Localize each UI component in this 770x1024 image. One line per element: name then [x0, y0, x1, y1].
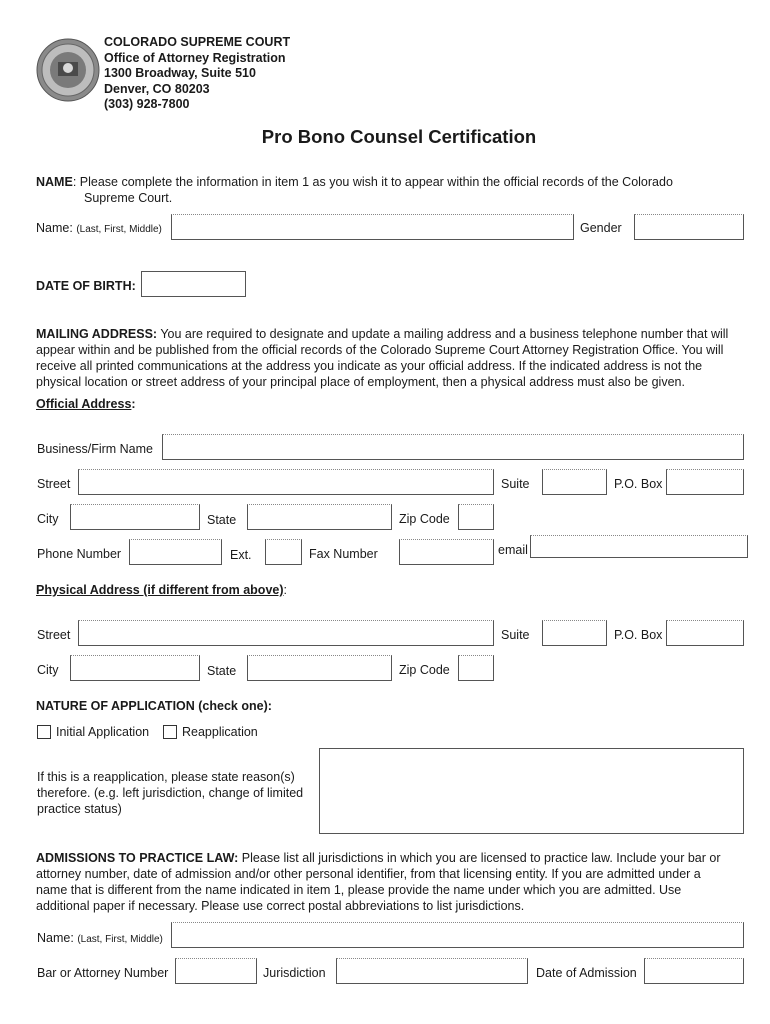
pobox-label: P.O. Box [614, 477, 663, 491]
physical-pobox-input[interactable] [666, 620, 744, 646]
reason-textarea[interactable] [319, 748, 744, 834]
mailing-line4: physical location or street address of your principal place of employment, then a physical address must also be given. [36, 375, 685, 389]
admission-date-label: Date of Admission [536, 966, 637, 980]
office-street: 1300 Broadway, Suite 510 [104, 66, 256, 80]
physical-suite-label: Suite [501, 628, 530, 642]
jurisdiction-input[interactable] [336, 958, 528, 984]
name-section-label: NAME [36, 175, 73, 189]
court-name: COLORADO SUPREME COURT [104, 35, 291, 49]
physical-zip-input[interactable] [458, 655, 494, 681]
state-input[interactable] [247, 504, 392, 530]
fax-label: Fax Number [309, 547, 378, 561]
name-input[interactable] [171, 214, 574, 240]
ext-input[interactable] [265, 539, 302, 565]
suite-input[interactable] [542, 469, 607, 495]
zip-label: Zip Code [399, 512, 450, 526]
official-address-heading: Official Address: [36, 397, 136, 411]
dob-label: DATE OF BIRTH: [36, 279, 136, 293]
admissions-line3: name that is different from the name indicated in item 1, please provide the name under which you are admitted. Use [36, 883, 682, 897]
mailing-instructions: MAILING ADDRESS: You are required to designate and update a mailing address and a business telephone number that will [36, 327, 729, 341]
admissions-instructions: ADMISSIONS TO PRACTICE LAW: Please list all jurisdictions in which you are licensed to practice law. Include your bar or [36, 851, 721, 865]
court-seal-icon [36, 38, 100, 102]
physical-city-input[interactable] [70, 655, 200, 681]
physical-state-input[interactable] [247, 655, 392, 681]
reapplication-label: Reapplication [182, 725, 258, 739]
physical-street-label: Street [37, 628, 71, 642]
admissions-line2: attorney number, date of admission and/or other personal identifier, from that licensing entity. If you are admitted under a [36, 867, 701, 881]
city-input[interactable] [70, 504, 200, 530]
mailing-label: MAILING ADDRESS: [36, 327, 158, 341]
city-label: City [37, 512, 59, 526]
jurisdiction-label: Jurisdiction [263, 966, 326, 980]
bar-number-label: Bar or Attorney Number [37, 966, 169, 980]
reapplication-checkbox[interactable] [163, 725, 177, 739]
bar-number-input[interactable] [175, 958, 257, 984]
ext-label: Ext. [230, 548, 252, 562]
street-label: Street [37, 477, 71, 491]
physical-street-input[interactable] [78, 620, 494, 646]
phone-label: Phone Number [37, 547, 122, 561]
admission-name-input[interactable] [171, 922, 744, 948]
email-input[interactable] [530, 535, 748, 558]
admission-name-label: Name: (Last, First, Middle) [37, 931, 163, 945]
physical-suite-input[interactable] [542, 620, 607, 646]
dob-input[interactable] [141, 271, 246, 297]
physical-address-heading: Physical Address (if different from above): [36, 583, 287, 597]
zip-input[interactable] [458, 504, 494, 530]
office-city: Denver, CO 80203 [104, 81, 210, 96]
fax-input[interactable] [399, 539, 494, 565]
name-label: Name: (Last, First, Middle) [36, 221, 162, 235]
state-label: State [207, 513, 237, 527]
firm-label: Business/Firm Name [37, 442, 153, 456]
pobox-input[interactable] [666, 469, 744, 495]
gender-label: Gender [580, 221, 622, 235]
nature-heading: NATURE OF APPLICATION (check one): [36, 699, 272, 713]
firm-input[interactable] [162, 434, 744, 460]
physical-state-label: State [207, 664, 237, 678]
mailing-line2: appear within and be published from the official records of the Colorado Supreme Court Attorney Registration Office. You will [36, 343, 724, 357]
admissions-line4: additional paper if necessary. Please use correct postal abbreviations to list jurisdictions. [36, 899, 525, 913]
phone-input[interactable] [129, 539, 222, 565]
reason-instructions: If this is a reapplication, please state reason(s) therefore. (e.g. left jurisdiction, change of limited practice status) [37, 770, 304, 816]
email-label: email [498, 543, 528, 557]
gender-input[interactable] [634, 214, 744, 240]
physical-pobox-label: P.O. Box [614, 628, 663, 642]
physical-city-label: City [37, 663, 59, 677]
suite-label: Suite [501, 477, 530, 491]
admission-date-input[interactable] [644, 958, 744, 984]
mailing-line3: receive all printed communications at the address you indicate as your official address. If the indicated address is not the [36, 359, 703, 373]
name-instructions: NAME: Please complete the information in item 1 as you wish it to appear within the official records of the Colorado [36, 175, 673, 189]
initial-application-checkbox[interactable] [37, 725, 51, 739]
court-header [104, 35, 290, 113]
physical-zip-label: Zip Code [399, 663, 450, 677]
admissions-label: ADMISSIONS TO PRACTICE LAW: [36, 851, 239, 865]
office-name: Office of Attorney Registration [104, 50, 286, 65]
name-instructions-line2: Supreme Court. [84, 191, 173, 205]
office-phone: (303) 928-7800 [104, 97, 190, 111]
page-title: Pro Bono Counsel Certification [261, 126, 537, 147]
street-input[interactable] [78, 469, 494, 495]
initial-application-label: Initial Application [56, 725, 150, 739]
